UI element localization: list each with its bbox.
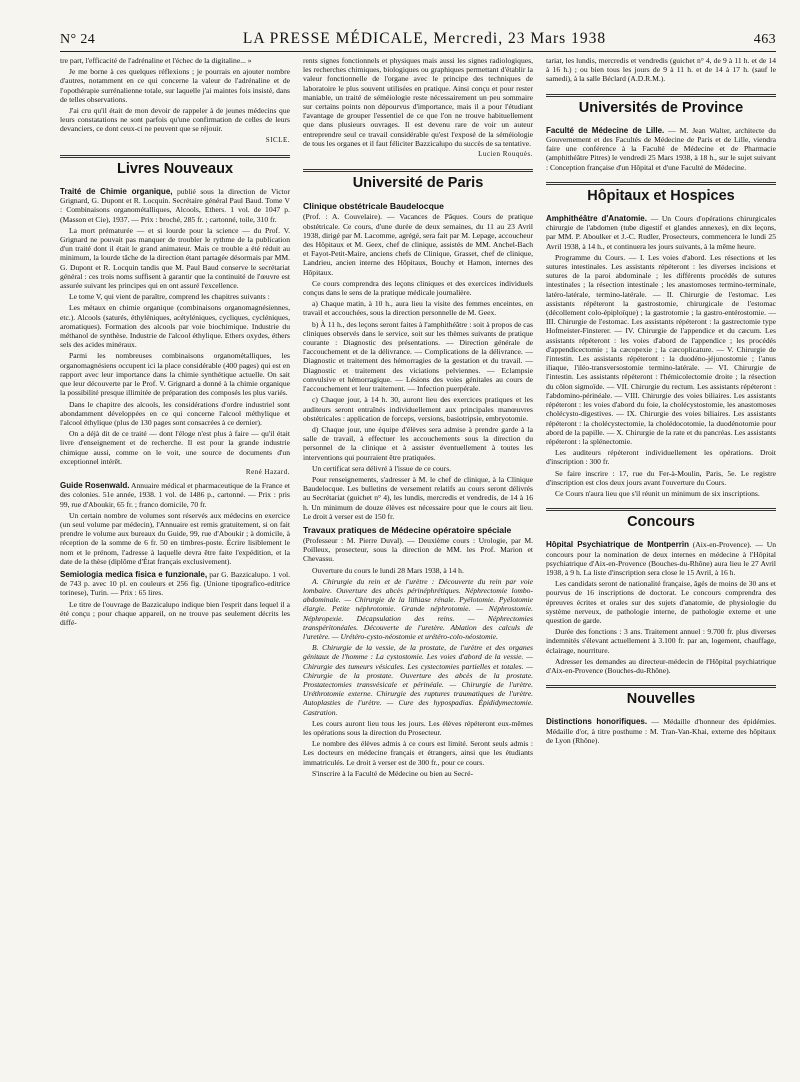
book-details: Annuaire médical et pharmaceutique de la France et des colonies. 51e année, 1938. 1 vol. de 1486 p., cartonné. — Prix : pris 99, rue d'Aboukir, 65 fr. ; franco domicile, 70 fr. — [60, 481, 290, 509]
book-entry — [60, 481, 290, 509]
paragraph: d) Chaque jour, une équipe d'élèves sera admise à prendre garde à la salle de travail, à effectuer les accouchements sous la direction du personnel de la clinique et à assister éventuellement à toutes les interventions qui pourraient être pratiquées. — [303, 424, 533, 462]
paragraph: Les candidats seront de nationalité française, âgés de moins de 30 ans et pourvus de 16 inscriptions de doctorat. Le concours comprendra des épreuves écrites et orales sur des sujets d'anatomie, de physiologie du système nerveux, de pathologie interne, de pathologie externe et une question de garde. — [546, 579, 776, 625]
notice-text: — Un Cours d'opérations chirurgicales chirurgie de l'abdomen (tube digestif et glandes annexes), en dix leçons, par MM. P. Aboulker et J.-C. Rudler, Prosecteurs, commencera le lundi 25 Avril 1938, à 14 h., et continuera les jours suivants, à la même heure. — [546, 214, 776, 251]
notice-text: — Médaille d'honneur des épidémies. Médaille d'or, à titre posthume : M. Tran-Van-Khai, externe des hôpitaux de Lyon (Rhône). — [546, 717, 776, 745]
columns — [60, 56, 776, 1074]
column-right — [546, 56, 776, 1074]
paragraph: tariat, les lundis, mercredis et vendredis (guichet n° 4, de 9 à 11 h. et de 14 à 16 h.) ; ou bien tous les jours de 9 à 11 h. et de 14 à 17 h. (sauf le samedi), à la salle Béclard (A.D.R.M.). — [546, 56, 776, 84]
book-title: Traité de Chimie organique, — [60, 187, 173, 197]
paragraph: Ouverture du cours le lundi 28 Mars 1938, à 14 h. — [312, 565, 464, 575]
notice-entry — [546, 214, 776, 251]
paragraph: (Professeur : M. Pierre Duval). — Deuxième cours : Urologie, par M. Poilleux, prosecteur, sous la direction de MM. les Prof. Marion et Chevassu. — [303, 535, 533, 564]
paragraph: Les cours auront lieu tous les jours. Les élèves répéteront eux-mêmes les opérations sous la direction du Prosecteur. — [303, 718, 533, 737]
paragraph: A. Chirurgie du rein et de l'urètre : Découverte du rein par voie lombaire. Ouverture des abcès périnéphrétiques. Néphrectomie lombo-abdominale. — Chirurgie de la lithiase rénale. Pyélotomie. Pyélotomie élargie. Petite néphrotomie. Grande néphrotomie. — Néphrostomie. Néphropexie. Décapsulation des reins. — Néphrectomies transpéritonéales. Découverte de l'uretère. Ablation des calculs de l'uretère. — Urétéro-cysto-néostomie et urétéro-colo-néostomie. — [303, 576, 533, 641]
paragraph: La mort prématurée — et si lourde pour la science — du Prof. V. Grignard ne pouvait pas manquer de troubler le rythme de la publication d'un traité dont il était le grand animateur. Mais ce trouble a été réduit au minimum, la lourde tâche de la direction étant partagée désormais par MM. G. Dupont et R. Locquin tandis que M. Paul Baud conserve le secrétariat général : ces trois noms suffisent à garantir que la continuité de l'œuvre est assurée suivant les principes qui en ont assuré l'excellence. — [60, 225, 290, 291]
page-number: 463 — [753, 32, 776, 47]
notice-entry — [546, 126, 776, 172]
section-heading-hopitaux: Hôpitaux et Hospices — [546, 182, 776, 206]
paragraph: Le tome V, qui vient de paraître, comprend les chapitres suivants : — [69, 292, 270, 302]
column-middle — [303, 56, 533, 1074]
notice-title: Hôpital Psychiatrique de Montperrin — [546, 540, 689, 550]
paragraph: b) À 11 h., des leçons seront faites à l'amphithéâtre : soit à propos de cas cliniques observés dans le service, soit sur les thèmes suivants de pratique courante : Diagnostic des présentations. — Direction générale de l'accouchement et de la délivrance. — Complications de la délivrance. — Diagnostic et traitement des hémorragies de la gestation et du travail. — Diagnostic et traitement des viciations pelviennes. — Eclampsie convulsive et hémorragique. — Lésions des voies génitales au cours de l'accouchement et leur traitement. — Infection puerpérale. — [303, 319, 533, 394]
paragraph: Les métaux en chimie organique (combinaisons organomagnésiennes, etc.). Alcools (saturés, éthyléniques, acétyléniques, cycliques, cycléniques, aromatiques). Formation des alcools par voie biochimique. Industrie du méthanol de synthèse. Industrie de l'alcool éthylique. Ethers oxydes, éthers sels des acides minéraux. — [60, 303, 290, 350]
paragraph: rents signes fonctionnels et physiques mais aussi les signes radiologiques, les recherches chimiques, biologiques ou graphiques permettant d'établir la valeur fonctionnelle de l'organe avec le principe des techniques de laboratoire le plus souvent utilisées en pratique. Ainsi conçu et pour rester maniable, un traité de séméiologie reste nécessairement un peu sommaire sur certains points non dépourvus d'importance, mais il a pour l'étudiant l'avantage de grouper l'essentiel de ce que l'on ne trouve habituellement que dans plusieurs ouvrages. Il est devenu rare de voir un auteur entreprendre seul ce travail considérable qu'est l'exposé de la séméiologie de tous les organes et il faut féliciter Bazzicalupo du succès de sa tentative. — [303, 56, 533, 148]
paragraph: tre part, l'efficacité de l'adrénaline et l'échec de la digitaline... » — [60, 56, 252, 65]
paragraph: Pour renseignements, s'adresser à M. le chef de clinique, à la Clinique Baudelocque. Les bulletins de versement relatifs au cours seront délivrés au Secrétariat (guichet n° 4), les lundis, mercredis et vendredis, de 14 à 16 h. Un minimum de douze élèves est nécessaire pour que le cours ait lieu. Le droit à verser est de 150 fr. — [303, 474, 533, 521]
book-entry — [60, 570, 290, 598]
paragraph: Parmi les nombreuses combinaisons organométalliques, les organomagnésiens occupent ici la place considérable (400 pages) qui est en rapport avec leur importance dans la chimie synthétique actuelle. On sait que leur découverte par le Prof. V. Grignard a donné à la chimie organique la possibilité presque illimitée de préparation des composés les plus variés. — [60, 351, 290, 398]
section-heading-nouvelles: Nouvelles — [546, 685, 776, 709]
paragraph: Adresser les demandes au directeur-médecin de l'Hôpital psychiatrique d'Aix-en-Provence (Bouches-du-Rhône). — [546, 656, 776, 675]
notice-title: Amphithéâtre d'Anatomie. — [546, 214, 647, 224]
paragraph: Un certain nombre de volumes sont réservés aux médecins en exercice (un seul volume par médecin), l'Annuaire est remis gratuitement, si on fait prendre le volume aux bureaux du Guide, 99, rue d'Aboukir ; à domicile, à réception de la somme de 6 fr. 50 en timbres-poste. Écrire lisiblement le nom et le prénom, l'adresse à laquelle devra être faite l'expédition, et la date de la thèse (diplôme d'État français exclusivement). — [60, 510, 290, 566]
paragraph: c) Chaque jour, à 14 h. 30, auront lieu des exercices pratiques et les auditeurs seront entraînés individuellement aux principales manœuvres obstétricales : application de forceps, versions, basiotripsie, embryotomie. — [303, 395, 533, 423]
notice-text: — M. Jean Walter, architecte du Gouvernement et des Facultés de Médecine de Paris et de Lille, viendra faire une conférence à la Faculté de Médecine et de Pharmacie (amphithéâtre Pitres) le vendredi 25 Mars 1938, à 18 h., sur le sujet suivant : Conception française d'un Hôpital et d'une Faculté de Médecine. — [546, 125, 776, 172]
paragraph: Se faire inscrire : 17, rue du Fer-à-Moulin, Paris, 5e. Le registre d'inscription est clos deux jours avant l'ouverture du Cours. — [546, 468, 776, 487]
notice-title: Distinctions honorifiques. — [546, 717, 648, 727]
paragraph: (Prof. : A. Couvelaire). — Vacances de Pâques. Cours de pratique obstétricale. Ce cours, d'une durée de deux semaines, du 11 au 23 Avril 1938, dirigé par M. Lacomme, agrégé, sera fait par M. Lepage, accoucheur des Hôpitaux et M. Geex, chef de clinique, assistés de MM. Anchel-Bach et Fayot-Petit-Maire, anciens chefs de Clinique, Grasset, chef de clinique, Landrieu, ancien interne des Hôpitaux, Bouchy et Hamon, internes des Hôpitaux. — [303, 212, 533, 277]
author-signature: SICLE. — [265, 135, 290, 144]
notice-entry — [546, 717, 776, 745]
paragraph: Programme du Cours. — I. Les voies d'abord. Les résections et les sutures intestinales. Les assistants répéteront : les diverses incisions et sutures de la paroi abdominale ; les différents procédés de sutures intestinales ; la résection intestinale ; les anastomoses termino-terminale, latéro-latérale, termino-latérale. — II. Chirurgie de l'estomac. Les assistants répéteront la gastrostomie, chirurgicale de l'estomac (décollement colo-épiploïque) ; la gastrotomie ; la gastro-entérostomie. — III. Chirurgie de l'estomac. Les assistants répéteront : la gastrectomie type Hofmeister-Finsterer. — IV. Chirurgie de l'appendice et du cæcum. Les assistants répéteront : les voies d'abord de l'appendice ; les procédés d'appendicectomie ; la cæcopexie ; la cæcoplicature. — V. Chirurgie de l'intestin. Les assistants répéteront : la duodéno-jéjunostomie ; l'anus iliaque, l'iléo-transversostomie termino-latérale. — VI. Chirurgie de l'intestin. Les assistants répéteront : l'hémicolectomie droite ; la résection du côlon sigmoïde. — VII. Chirurgie du rectum. Les assistants répéteront : l'abdomino-périnéale. — VIII. Chirurgie des voies biliaires. Les assistants répéteront : les voies d'abord du foie, la cholécystostomie, les anastomoses cholécysto-digestives. — IX. Chirurgie des voies biliaires. Les assistants répéteront : la cholécystectomie, la cholédocotomie, la duodénotomie pour abord de la papille. — X. Chirurgie de la rate et du pancréas. Les assistants répéteront : la splénectomie. — [546, 252, 776, 446]
book-title: Semiologia medica fisica e funzionale, — [60, 569, 208, 579]
notice-text: (Aix-en-Provence). — Un concours pour la nomination de deux internes en médecine à l'Hôpital psychiatrique d'Aix-en-Provence (Bouches-du-Rhône) aura lieu le 27 Avril 1938, à 9 h. La liste d'inscription sera close le 15 Avril, à 16 h. — [546, 540, 776, 577]
reviewer-signature: Lucien Rouquès. — [478, 150, 533, 159]
paragraph: Ce Cours n'aura lieu que s'il réunit un minimum de six inscriptions. — [555, 488, 760, 498]
column-left — [60, 56, 290, 1074]
section-heading-concours: Concours — [546, 508, 776, 532]
paragraph: On a déjà dit de ce traité — dont l'éloge n'est plus à faire — qu'il était livre d'enseignement et de recherche. Il est pour la grande industrie chimique aussi, comme on le voit, une source de documents d'un exceptionnel intérêt. — [60, 429, 290, 466]
section-heading-universite-paris: Université de Paris — [303, 169, 533, 193]
paragraph: Je me borne à ces quelques réflexions ; je pourrais en ajouter nombre d'autres, notamment en ce qui concerne la valeur de l'adrénaline et de l'opothérapie surrénalienne totale, sur laquelle j'ai maintes fois insisté, dans de telles observations. — [60, 67, 290, 104]
journal-title: LA PRESSE MÉDICALE, Mercredi, 23 Mars 1938 — [242, 30, 607, 47]
paragraph: B. Chirurgie de la vessie, de la prostate, de l'urètre et des organes génitaux de l'homme : La cystostomie. Les voies d'abord de la vessie. — Chirurgie des tumeurs vésicales. Les cystectomies partielles et totales. — Chirurgie de la prostate. Ouverture des abcès de la prostate. Prostatectomies transvésicale et périnéale. — Chirurgie de l'urètre. Uréthrotomie externe. Chirurgie des ruptures traumatiques de l'urètre. Autoplasties de l'urètre. — Cure des hypospadias. Épididymectomie. Castration. — [303, 643, 533, 717]
section-heading-universites-province: Universités de Province — [546, 94, 776, 118]
paragraph: Ce cours comprendra des leçons cliniques et des exercices individuels conçus dans le sens de la pratique médicale journalière. — [303, 278, 533, 298]
section-heading-livres: Livres Nouveaux — [60, 155, 290, 179]
reviewer-signature: René Hazard. — [245, 467, 290, 476]
course-title: Clinique obstétricale Baudelocque — [303, 201, 444, 212]
paragraph: Le nombre des élèves admis à ce cours est limité. Seront seuls admis : Les docteurs en médecine français et étrangers, ainsi que les étudiants immatriculés. Le droit à verser est de 300 fr., pour ce cours. — [303, 739, 533, 767]
notice-title: Faculté de Médecine de Lille. — [546, 125, 665, 135]
paragraph: J'ai cru qu'il était de mon devoir de rappeler à de jeunes médecins que leurs constatations ne sont parfois qu'une confirmation de celles de leurs devanciers, ce dont ceux-ci ne peuvent que se réjouir. — [60, 106, 290, 134]
book-entry — [60, 187, 290, 224]
notice-entry — [546, 540, 776, 577]
book-details: publié sous la direction de Victor Grignard, G. Dupont et R. Locquin. Secrétaire général Paul Baud. Tome V : Combinaisons organométalliques, Alcools, Ethers. 1 vol. de 1047 p. (Masson et Cie), 1937. — Prix : broché, 285 fr. ; cartonné, toile, 310 fr. — [60, 187, 290, 224]
paragraph: S'inscrire à la Faculté de Médecine ou bien au Secré- — [312, 768, 473, 778]
issue-number: N° 24 — [60, 32, 96, 47]
paragraph: a) Chaque matin, à 10 h., aura lieu la visite des femmes enceintes, en travail et accouchées, sous la direction personnelle de M. Geex. — [303, 299, 533, 318]
book-details: par G. Bazzicalupo. 1 vol. de 743 p. avec 10 pl. en couleurs et 256 fig. (Unione tipografico-editrice torinese), Turin. — Prix : 65 lires. — [60, 569, 290, 598]
paragraph: Le titre de l'ouvrage de Bazzicalupo indique bien l'esprit dans lequel il a été conçu ; pour chaque appareil, on ne trouve pas seulement décrits les diffé- — [60, 599, 290, 627]
book-title: Guide Rosenwald. — [60, 481, 130, 491]
page-header — [60, 18, 776, 52]
paragraph: Les auditeurs répéteront individuellement les opérations. Droit d'inscription : 300 fr. — [546, 448, 776, 467]
paragraph: Un certificat sera délivré à l'issue de ce cours. — [312, 463, 452, 473]
paragraph: Durée des fonctions : 3 ans. Traitement annuel : 9.700 fr. plus diverses indemnités s'élevant actuellement à 3.100 fr. par an, logement, chauffage, éclairage, nourriture. — [546, 627, 776, 655]
course-title: Travaux pratiques de Médecine opératoire spéciale — [303, 524, 512, 535]
paragraph: Dans le chapitre des alcools, les considérations d'ordre industriel sont abondamment développées en ce qui concerne l'alcool méthylique et l'alcool éthylique (plus de 130 pages sont consacrées à ce dernier). — [60, 399, 290, 427]
